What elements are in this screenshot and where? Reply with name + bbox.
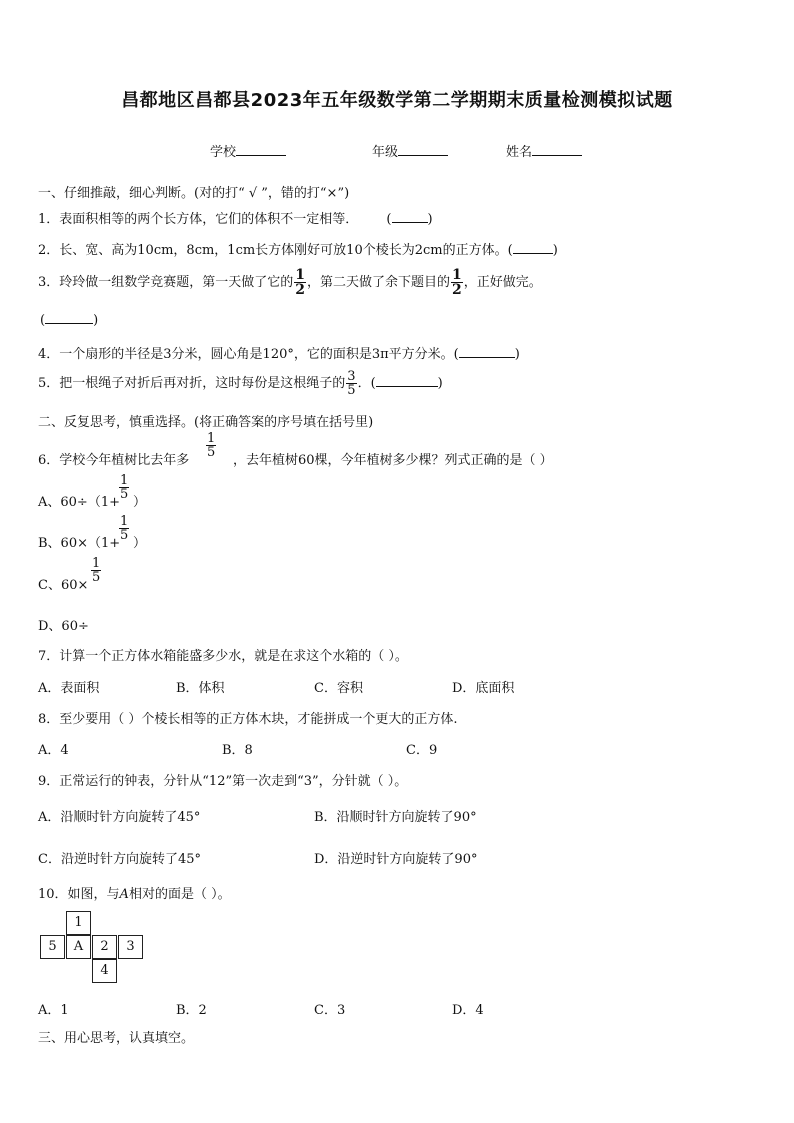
net-face-right-2: 3 [118, 935, 143, 959]
q5-text-1: 5．把一根绳子对折后再对折，这时每份是这根绳子的 [38, 376, 346, 391]
q9-option-a[interactable]: A．沿顺时针方向旋转了45° [38, 810, 201, 825]
q1-answer-box[interactable]: ( ) [386, 212, 433, 227]
q6-option-b-fraction: $\frac{1}{5}$ [120, 514, 129, 543]
name-label: 姓名 [506, 145, 533, 160]
q7-option-d[interactable]: D．底面积 [452, 681, 515, 696]
net-face-bottom: 4 [92, 959, 117, 983]
q10-option-c[interactable]: C．3 [314, 1003, 346, 1018]
q5-text-2: ． [357, 376, 371, 391]
q6-option-b[interactable]: B、60×（1+ [38, 536, 121, 551]
q8-option-c[interactable]: C．9 [406, 743, 438, 758]
net-face-left: 5 [40, 935, 65, 959]
q3-text-1: 3．玲玲做一组数学竞赛题，第一天做了它的 [38, 275, 294, 290]
q2-answer-box[interactable]: ( ) [507, 243, 558, 258]
question-9: 9．正常运行的钟表，分针从“12”第一次走到“3”，分针就（ ）。 [38, 774, 408, 789]
q6-option-a-close: ） [133, 495, 147, 510]
q7-option-c[interactable]: C．容积 [314, 681, 363, 696]
school-blank[interactable] [236, 143, 286, 156]
question-4 [38, 343, 520, 362]
q9-option-b[interactable]: B．沿顺时针方向旋转了90° [314, 810, 477, 825]
school-label: 学校 [210, 145, 237, 160]
q3-text-2: ，第二天做了余下题目的 [307, 275, 451, 290]
q9-option-d[interactable]: D．沿逆时针方向旋转了90° [314, 852, 478, 867]
q4-answer-box[interactable]: ( ) [453, 347, 520, 362]
section-2-heading: 二、反复思考，慎重选择。(将正确答案的序号填在括号里) [38, 415, 374, 430]
net-face-a: A [66, 935, 91, 959]
q6-option-b-close: ） [133, 536, 147, 551]
name-field[interactable] [506, 141, 582, 160]
q7-option-a[interactable]: A．表面积 [38, 681, 100, 696]
q10-option-d[interactable]: D．4 [452, 1003, 484, 1018]
question-10 [38, 883, 231, 902]
question-6 [38, 449, 189, 468]
school-field[interactable] [210, 141, 286, 160]
q5-answer-box[interactable]: ( ) [370, 376, 443, 391]
question-5 [38, 370, 443, 397]
q2-text: 2．长、宽、高为10cm，8cm，1cm长方体刚好可放10个棱长为2cm的正方体。 [38, 243, 508, 258]
q6-option-d[interactable]: D、60÷ [38, 619, 89, 634]
q6-text-1: 6．学校今年植树比去年多 [38, 453, 190, 468]
q6-option-a[interactable]: A、60÷（1+ [38, 495, 120, 510]
question-2 [38, 239, 558, 258]
q10-text-1: 10．如图，与 [38, 887, 120, 902]
q10-option-a[interactable]: A．1 [38, 1003, 69, 1018]
section-1-heading: 一、仔细推敲，细心判断。(对的打“ √ ”，错的打“×”) [38, 186, 350, 201]
q3-fraction-1: $\frac{1}{2}$ [295, 267, 306, 298]
q6-fraction: $\frac{1}{5}$ [207, 431, 216, 460]
q6-option-c[interactable]: C、60× [38, 578, 89, 593]
q4-text: 4．一个扇形的半径是3分米，圆心角是120°，它的面积是3π平方分米。 [38, 347, 454, 362]
name-blank[interactable] [532, 143, 582, 156]
q10-option-b[interactable]: B．2 [176, 1003, 207, 1018]
q10-letter: A [119, 887, 129, 902]
q9-option-c[interactable]: C．沿逆时针方向旋转了45° [38, 852, 201, 867]
section-3-heading: 三、用心思考，认真填空。 [38, 1031, 195, 1046]
net-face-right-1: 2 [92, 935, 117, 959]
q7-option-b[interactable]: B．体积 [176, 681, 225, 696]
question-1 [38, 208, 433, 227]
q3-answer-box[interactable]: ( ) [40, 313, 99, 328]
q5-fraction: $\frac{3}{5}$ [347, 369, 356, 398]
net-face-top: 1 [66, 911, 91, 935]
grade-label: 年级 [372, 145, 399, 160]
grade-blank[interactable] [398, 143, 448, 156]
q3-fraction-2: $\frac{1}{2}$ [452, 267, 462, 298]
q8-option-b[interactable]: B．8 [222, 743, 253, 758]
q6-text-2: ，去年植树60棵，今年植树多少棵？列式正确的是（ ） [233, 453, 553, 468]
q1-text: 1．表面积相等的两个长方体，它们的体积不一定相等． [38, 212, 359, 227]
q6-option-c-fraction: $\frac{1}{5}$ [92, 556, 101, 585]
question-8: 8．至少要用（ ）个棱长相等的正方体木块，才能拼成一个更大的正方体. [38, 712, 458, 727]
page-title: 昌都地区昌都县2023年五年级数学第二学期期末质量检测模拟试题 [121, 90, 673, 111]
q6-option-a-fraction: $\frac{1}{5}$ [120, 473, 129, 502]
q3-text-3: ，正好做完。 [463, 275, 542, 290]
grade-field[interactable] [372, 141, 448, 160]
q10-text-2: 相对的面是（ ）。 [128, 887, 231, 902]
q8-option-a[interactable]: A．4 [38, 743, 69, 758]
question-7: 7．计算一个正方体水箱能盛多少水，就是在求这个水箱的（ ）。 [38, 649, 408, 664]
question-3 [38, 268, 542, 297]
